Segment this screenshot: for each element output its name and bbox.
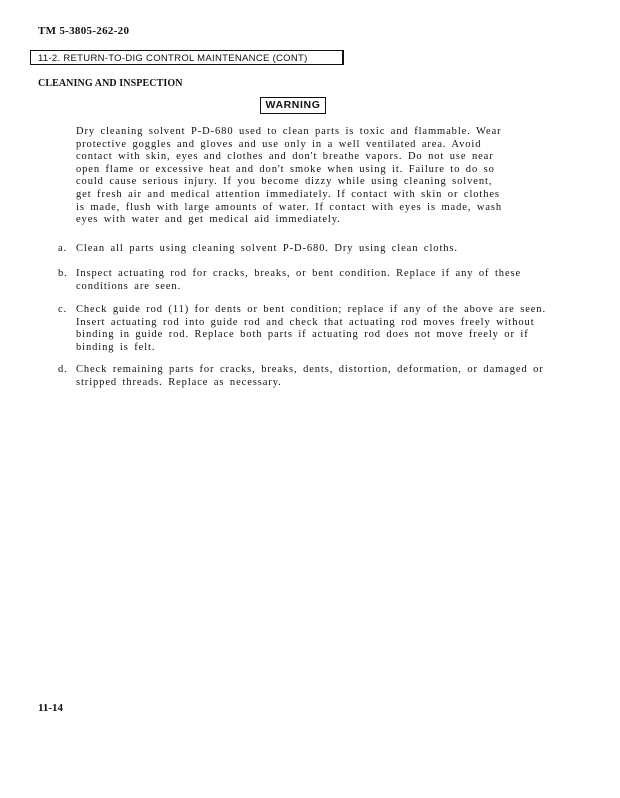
warning-label: WARNING xyxy=(260,97,326,114)
step-c xyxy=(58,304,558,354)
step-letter: d. xyxy=(58,364,68,375)
section-title-box: 11-2. RETURN-TO-DIG CONTROL MAINTENANCE (CONT) xyxy=(30,50,344,65)
step-b xyxy=(58,268,558,293)
step-letter: a. xyxy=(58,243,68,254)
step-letter: b. xyxy=(58,268,68,279)
step-d xyxy=(58,364,558,389)
tm-number: TM 5-3805-262-20 xyxy=(38,25,130,37)
page-number: 11-14 xyxy=(38,702,64,714)
step-letter: c. xyxy=(58,304,68,315)
step-text: Clean all parts using cleaning solvent P-D-680. Dry using clean cloths. xyxy=(76,243,458,254)
step-text: Check remaining parts for cracks, breaks, dents, distortion, deformation, or damaged or stripped threads. Replace as necessary. xyxy=(76,364,544,388)
step-text: Check guide rod (11) for dents or bent condition; replace if any of the above are seen. Insert actuating rod into guide rod and check that actuating rod moves freely without binding in guide rod. Replace both parts if actuating rod does not move freely or if binding is felt. xyxy=(76,304,546,353)
step-a xyxy=(58,243,558,256)
step-text: Inspect actuating rod for cracks, breaks, or bent condition. Replace if any of these conditions are seen. xyxy=(76,268,522,292)
section-heading: CLEANING AND INSPECTION xyxy=(38,78,183,89)
warning-text: Dry cleaning solvent P-D-680 used to clean parts is toxic and flammable. Wear protective goggles and gloves and use only in a well ventilated area. Avoid contact with skin, eyes and clothes and don't breathe vapors. Do not use near open flame or excessive heat and don't smoke when using it. Failure to do so could cause serious injury. If you become dizzy while using cleaning solvent, get fresh air and medical attention immediately. If contact with skin or clothes is made, flush with large amounts of water. If contact with eyes is made, wash eyes with water and get medical aid immediately. xyxy=(76,126,503,226)
